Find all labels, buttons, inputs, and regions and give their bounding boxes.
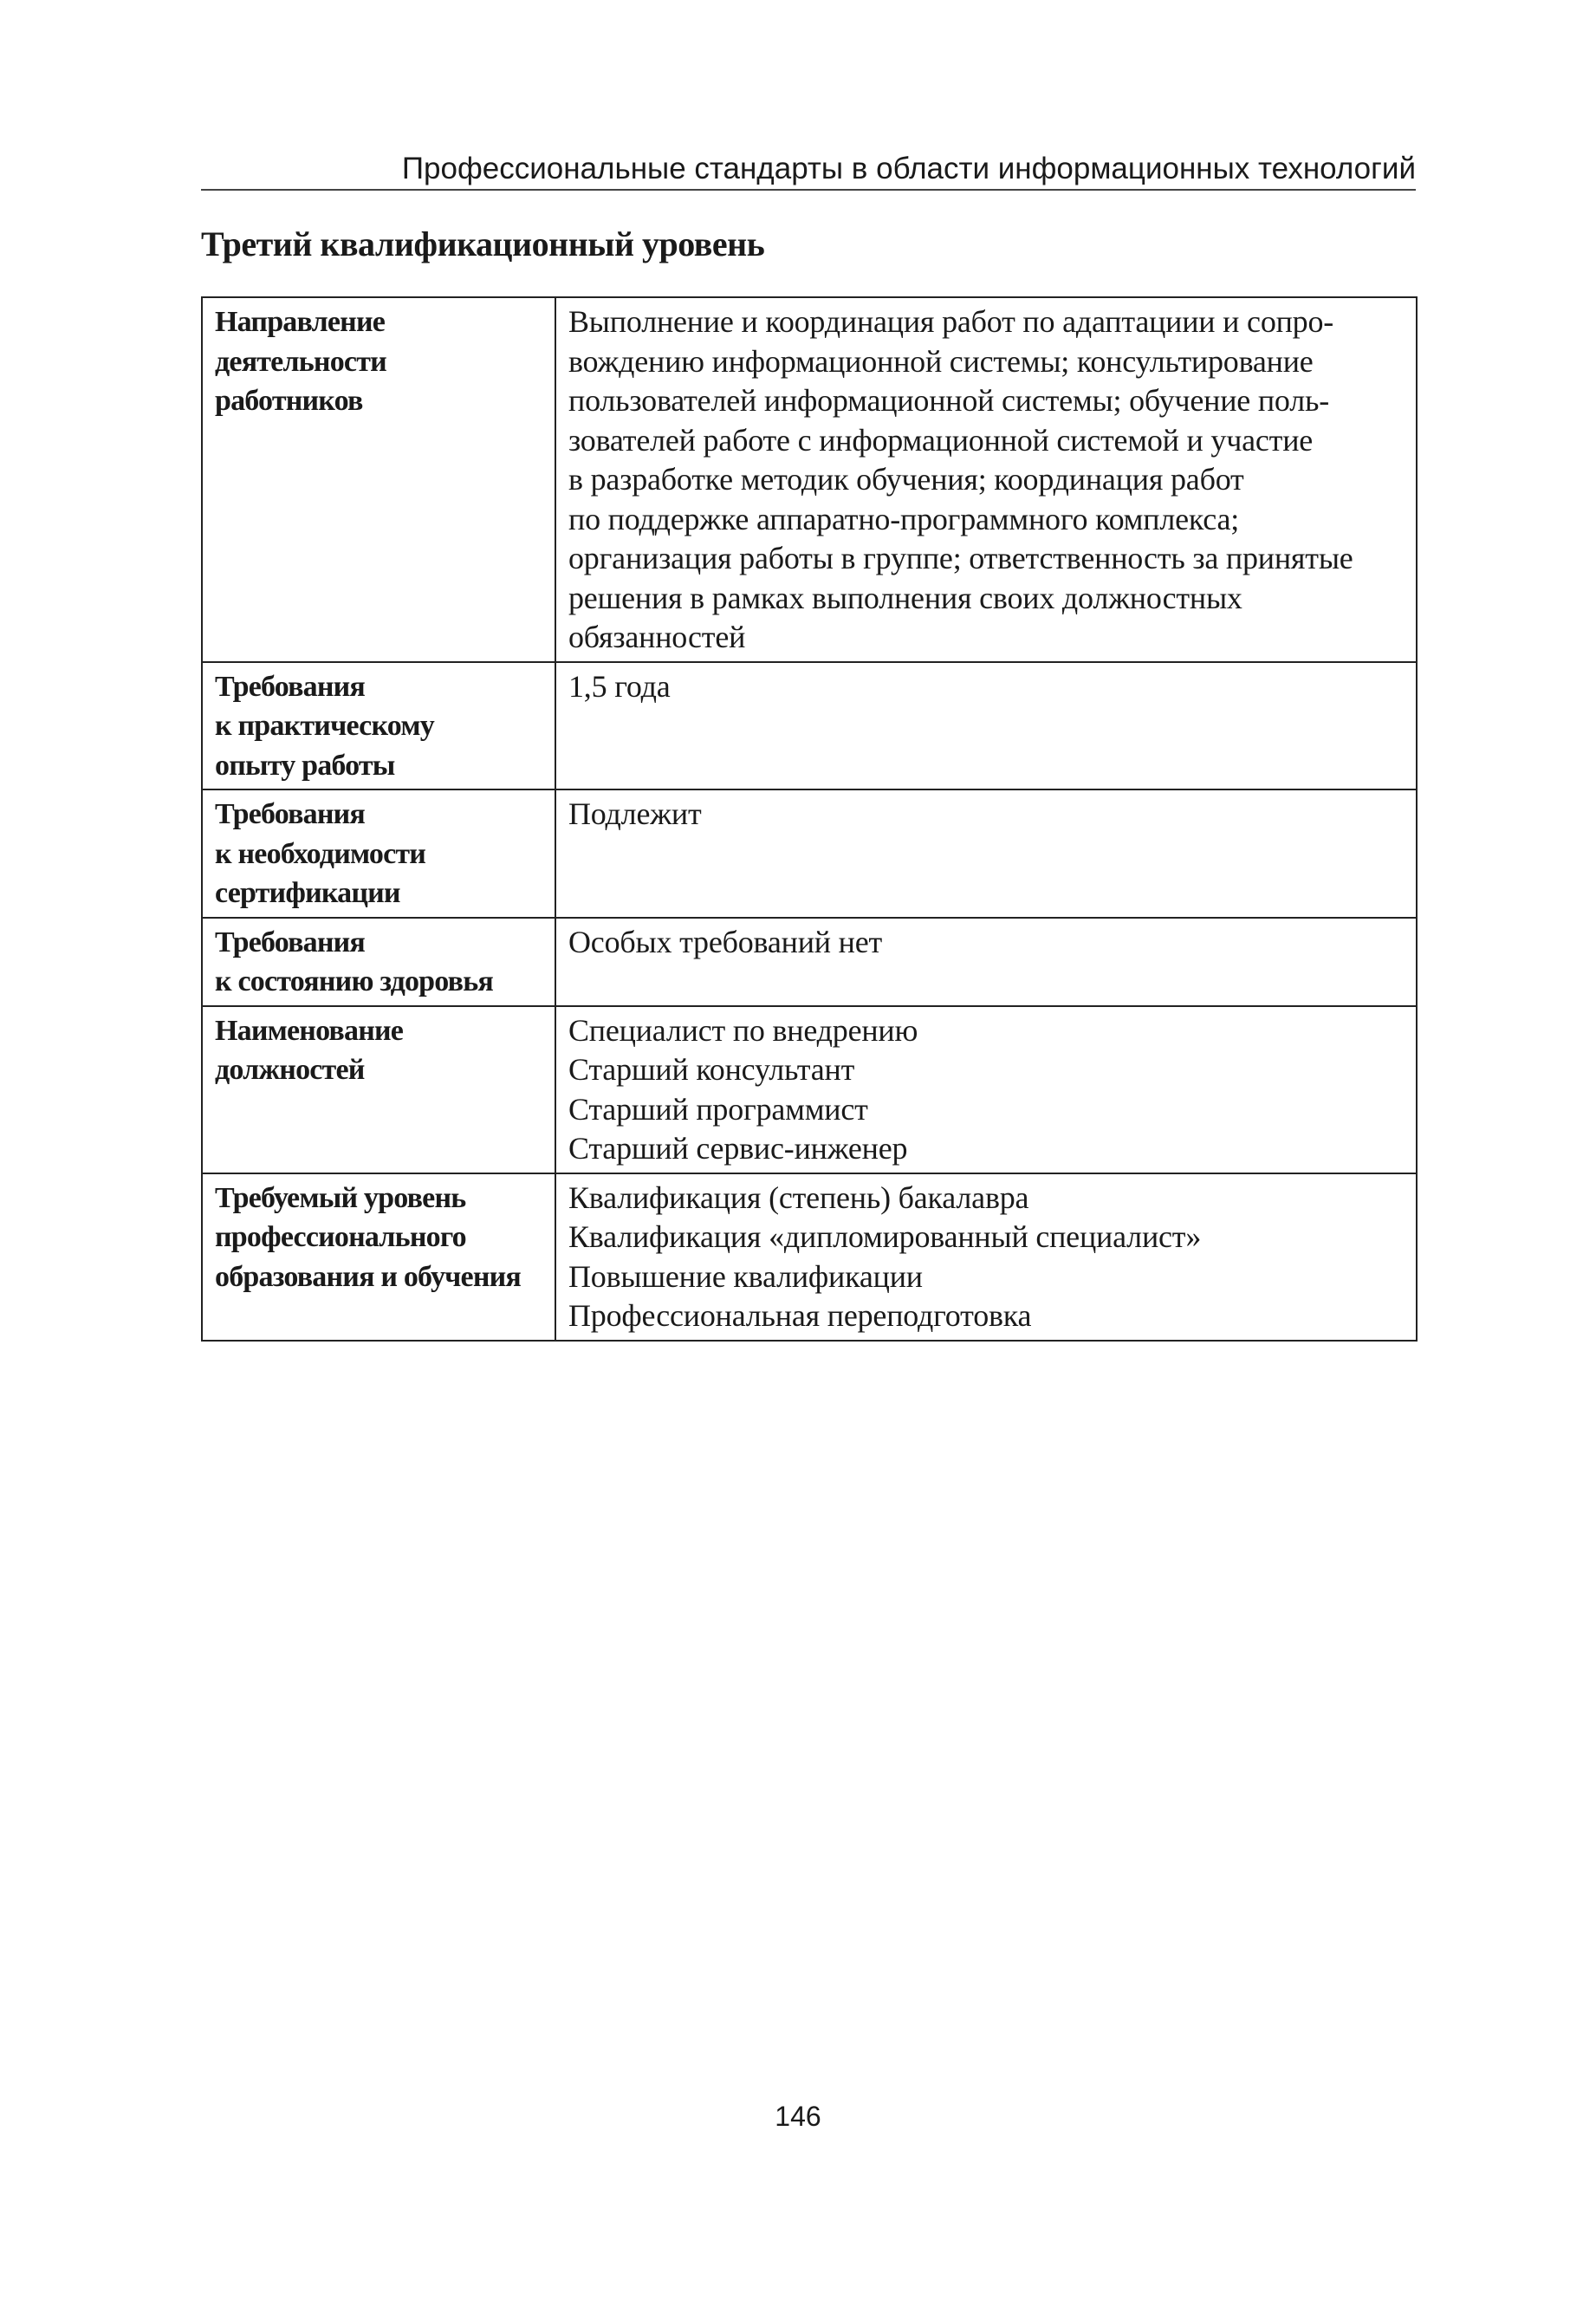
label-line: Наименование	[215, 1014, 404, 1047]
row-value	[555, 1173, 1417, 1341]
value-line: обязанностей	[568, 620, 746, 654]
label-line: работников	[215, 385, 363, 417]
value-line: 1,5 года	[568, 668, 671, 704]
label-line: к необходимости	[215, 837, 426, 870]
row-label	[202, 1006, 555, 1173]
value-line: зователей работе с информационной системой и участие	[568, 422, 1314, 458]
table-row-certification	[202, 789, 1417, 918]
value-line: Особых требований нет	[568, 924, 883, 959]
label-line: к практическому	[215, 710, 434, 742]
value-line: Подлежит	[568, 796, 702, 831]
label-line: сертификации	[215, 877, 400, 909]
label-line: Направление	[215, 306, 386, 338]
value-line: Повышение квалификации	[568, 1258, 923, 1294]
label-line: Требования	[215, 798, 366, 830]
running-header: Профессиональные стандарты в области информационных технологий	[201, 149, 1416, 191]
value-line: Специалист по внедрению	[568, 1012, 918, 1048]
row-label	[202, 789, 555, 918]
row-label	[202, 1173, 555, 1341]
label-line: Требуемый уровень	[215, 1181, 466, 1214]
value-line: Старший программист	[568, 1091, 868, 1127]
table-row-activity-direction	[202, 297, 1417, 662]
value-line: Квалификация «дипломированный специалист»	[568, 1219, 1202, 1254]
row-value	[555, 1006, 1417, 1173]
section-title: Третий квалификационный уровень	[201, 224, 765, 263]
row-label	[202, 297, 555, 662]
page-number: 146	[775, 2101, 821, 2132]
table-row-health	[202, 918, 1417, 1006]
table-row-education	[202, 1173, 1417, 1341]
label-line: деятельности	[215, 345, 386, 378]
label-line: Требования	[215, 670, 366, 703]
value-line: Квалификация (степень) бакалавра	[568, 1179, 1029, 1215]
label-line: Требования	[215, 926, 366, 958]
label-line: опыту работы	[215, 749, 395, 782]
value-line: организация работы в группе; ответственность за принятые	[568, 541, 1353, 575]
row-value	[555, 662, 1417, 790]
row-label	[202, 918, 555, 1006]
label-line: профессионального	[215, 1221, 466, 1253]
value-line: в разработке методик обучения; координация работ	[568, 462, 1244, 497]
row-value	[555, 297, 1417, 662]
row-value	[555, 789, 1417, 918]
value-line: Профессиональная переподготовка	[568, 1298, 1032, 1333]
value-line: по поддержке аппаратно-программного комплекса;	[568, 501, 1240, 536]
value-line: Выполнение и координация работ по адаптациии и сопро-	[568, 304, 1334, 339]
row-value	[555, 918, 1417, 1006]
table-row-practical-experience	[202, 662, 1417, 790]
label-line: к состоянию здоровья	[215, 965, 493, 997]
label-line: должностей	[215, 1054, 365, 1086]
value-line: пользователей информационной системы; обучение поль-	[568, 383, 1330, 418]
qualification-table	[201, 296, 1418, 1342]
label-line: образования и обучения	[215, 1260, 521, 1293]
value-line: Старший консультант	[568, 1052, 855, 1087]
value-line: решения в рамках выполнения своих должностных	[568, 580, 1242, 615]
row-label	[202, 662, 555, 790]
value-line: Старший сервис-инженер	[568, 1131, 908, 1166]
value-line: вождению информационной системы; консультирование	[568, 343, 1314, 379]
table-row-job-titles	[202, 1006, 1417, 1173]
